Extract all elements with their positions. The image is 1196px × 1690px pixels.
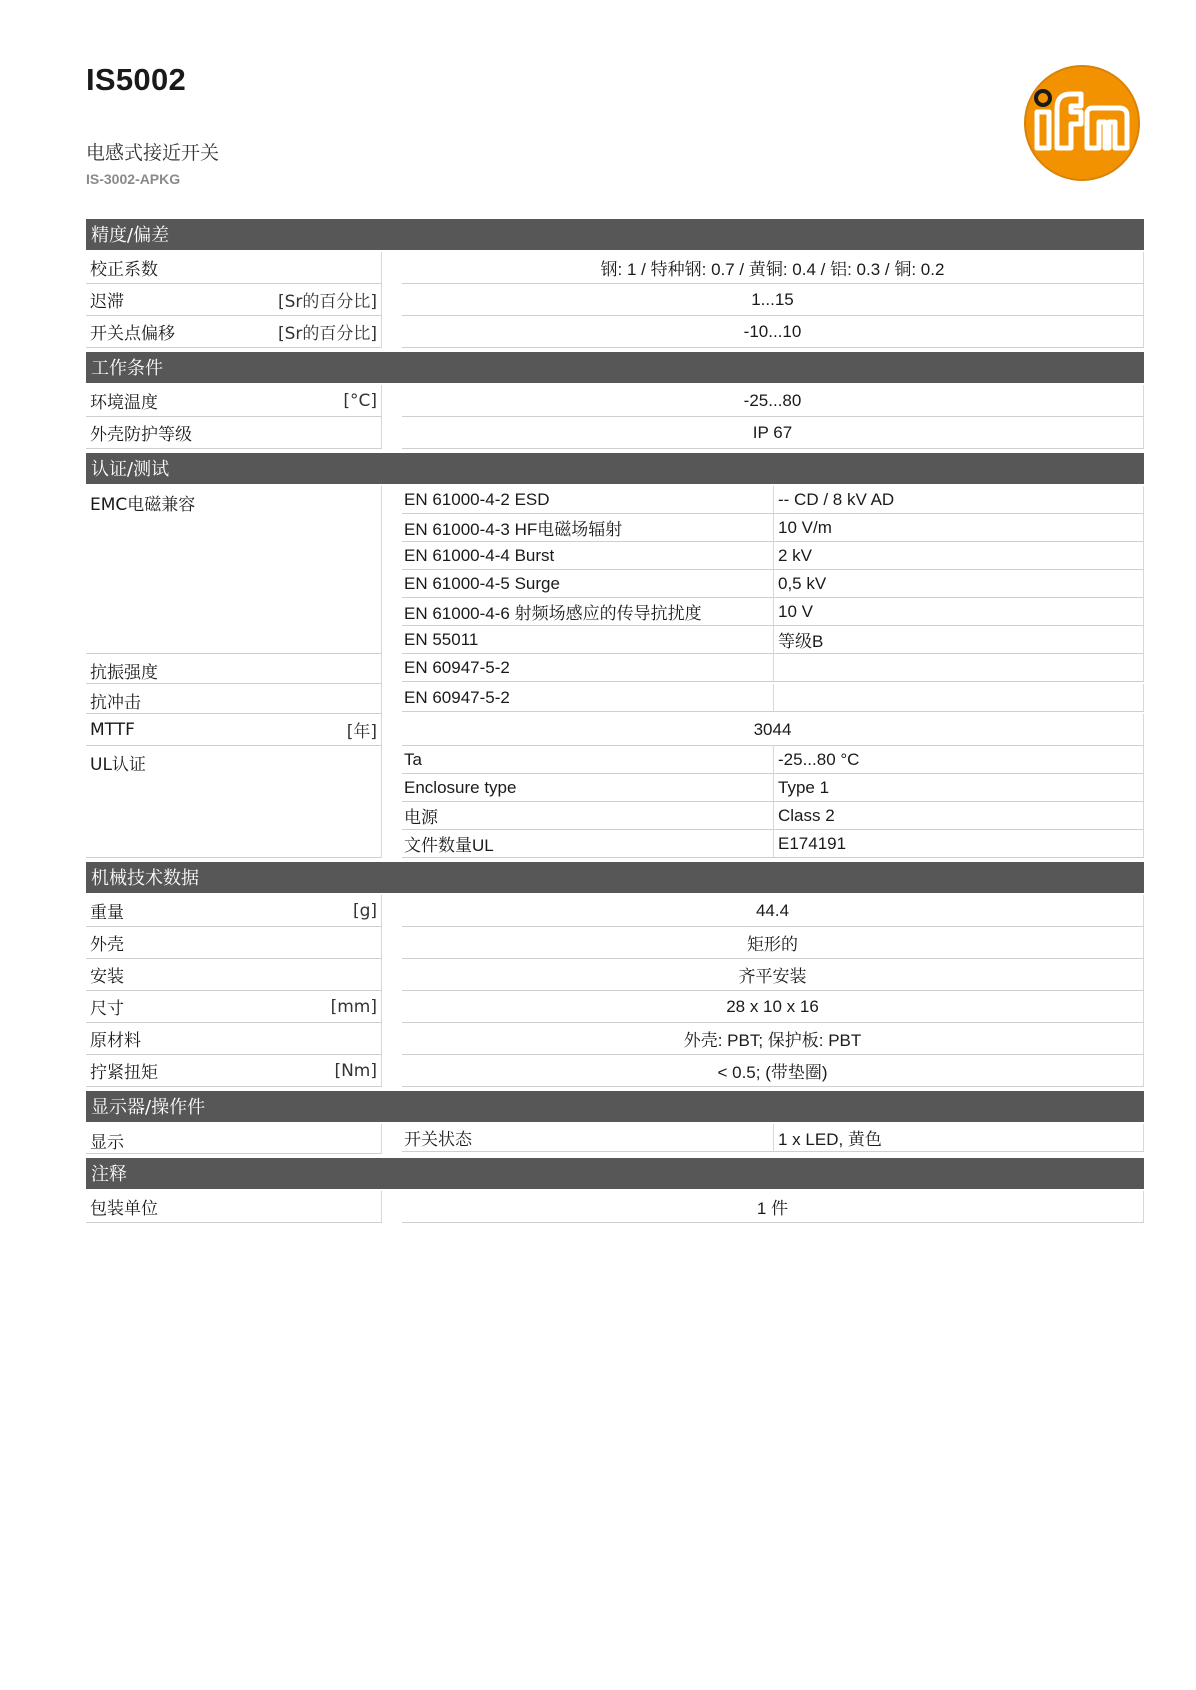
sub-row	[402, 830, 1144, 858]
spec-label: UL认证	[90, 755, 146, 775]
sub-key: EN 61000-4-2 ESD	[402, 486, 774, 514]
spec-unit: [Sr的百分比]	[277, 324, 377, 344]
spec-row	[86, 252, 1144, 284]
sub-value: -25...80 °C	[774, 746, 1144, 774]
sub-key: 开关状态	[402, 1124, 774, 1152]
sub-value: E174191	[774, 830, 1144, 858]
spec-value: 外壳: PBT; 保护板: PBT	[402, 1023, 1144, 1055]
section-accuracy	[86, 219, 1144, 348]
spec-row	[86, 959, 1144, 991]
sub-key: EN 61000-4-4 Burst	[402, 542, 774, 570]
display-row	[86, 1124, 1144, 1154]
spec-row	[86, 1191, 1144, 1223]
sub-key: EN 55011	[402, 626, 774, 654]
section-header: 注释	[86, 1158, 1144, 1189]
sub-value: 10 V/m	[774, 514, 1144, 542]
section-header: 工作条件	[86, 352, 1144, 383]
spec-value: IP 67	[402, 417, 1144, 449]
ifm-logo	[1023, 64, 1141, 182]
spec-label: 原材料	[90, 1031, 141, 1051]
sub-value: Class 2	[774, 802, 1144, 830]
spec-label: 尺寸	[90, 999, 124, 1019]
sub-value: 等级B	[774, 626, 1144, 654]
sub-key: EN 60947-5-2	[402, 654, 774, 682]
sub-row	[402, 570, 1144, 598]
spec-label: 迟滞	[90, 292, 124, 312]
spec-label: 显示	[90, 1133, 124, 1153]
sub-row	[402, 802, 1144, 830]
section-mechanical	[86, 862, 1144, 1087]
spec-value: < 0.5; (带垫圈)	[402, 1055, 1144, 1087]
spec-label: 抗冲击	[90, 693, 141, 713]
spec-row	[86, 316, 1144, 348]
sub-value	[774, 684, 1144, 712]
sub-value: 2 kV	[774, 542, 1144, 570]
spec-label: 抗振强度	[90, 663, 158, 683]
spec-value: -10...10	[402, 316, 1144, 348]
sub-key: EN 61000-4-6 射频场感应的传导抗扰度	[402, 598, 774, 626]
spec-row	[86, 385, 1144, 417]
ul-group	[86, 746, 1144, 858]
spec-unit: [°C]	[343, 390, 377, 411]
sub-key: EN 60947-5-2	[402, 684, 774, 712]
spec-row	[86, 895, 1144, 927]
spec-value: 1 件	[402, 1191, 1144, 1223]
sub-row	[402, 746, 1144, 774]
section-header: 精度/偏差	[86, 219, 1144, 250]
section-header: 机械技术数据	[86, 862, 1144, 893]
section-display	[86, 1091, 1144, 1154]
sub-key: Ta	[402, 746, 774, 774]
sub-key: 文件数量UL	[402, 830, 774, 858]
article-code: IS-3002-APKG	[86, 171, 181, 187]
sub-row	[402, 626, 1144, 654]
spec-row	[86, 284, 1144, 316]
spec-value: -25...80	[402, 385, 1144, 417]
section-approvals	[86, 453, 1144, 858]
spec-value: 钢: 1 / 特种钢: 0.7 / 黄铜: 0.4 / 铝: 0.3 / 铜: 0.2	[402, 252, 1144, 284]
spec-label: 包装单位	[90, 1199, 158, 1219]
spec-label: 环境温度	[90, 393, 158, 413]
sub-value: 1 x LED, 黄色	[774, 1124, 1144, 1152]
mttf-row	[86, 714, 1144, 746]
spec-value: 矩形的	[402, 927, 1144, 959]
spec-value: 28 x 10 x 16	[402, 991, 1144, 1023]
spec-unit: [年]	[346, 722, 377, 742]
sub-key: Enclosure type	[402, 774, 774, 802]
spec-row	[86, 927, 1144, 959]
shock-row	[86, 684, 1144, 714]
spec-unit: [g]	[352, 900, 377, 921]
spec-label: 外壳	[90, 935, 124, 955]
spec-label: 外壳防护等级	[90, 425, 192, 445]
spec-value: 3044	[402, 714, 1144, 746]
spec-label: MTTF	[90, 719, 135, 740]
sub-value: 10 V	[774, 598, 1144, 626]
section-header: 认证/测试	[86, 453, 1144, 484]
section-header: 显示器/操作件	[86, 1091, 1144, 1122]
spec-value: 齐平安装	[402, 959, 1144, 991]
spec-value: 44.4	[402, 895, 1144, 927]
section-remarks	[86, 1158, 1144, 1223]
spec-row	[86, 1023, 1144, 1055]
spec-label: EMC电磁兼容	[90, 495, 196, 515]
spec-label: 拧紧扭矩	[90, 1063, 158, 1083]
sub-row	[402, 486, 1144, 514]
spec-label: 安装	[90, 967, 124, 987]
sub-value	[774, 654, 1144, 682]
spec-label: 校正系数	[90, 260, 158, 280]
spec-row	[86, 417, 1144, 449]
spec-label: 开关点偏移	[90, 324, 175, 344]
emc-group	[86, 486, 1144, 654]
sub-value: 0,5 kV	[774, 570, 1144, 598]
spec-row	[86, 991, 1144, 1023]
sub-value: -- CD / 8 kV AD	[774, 486, 1144, 514]
spec-unit: [Nm]	[334, 1060, 377, 1081]
product-subtitle: 电感式接近开关	[86, 142, 220, 164]
vibration-row	[86, 654, 1144, 684]
sub-key: EN 61000-4-5 Surge	[402, 570, 774, 598]
sub-key: 电源	[402, 802, 774, 830]
product-title: IS5002	[86, 62, 187, 97]
sub-row	[402, 514, 1144, 542]
spec-value: 1...15	[402, 284, 1144, 316]
sub-row	[402, 542, 1144, 570]
sub-row	[402, 774, 1144, 802]
spec-row	[86, 1055, 1144, 1087]
section-operating	[86, 352, 1144, 449]
sub-key: EN 61000-4-3 HF电磁场辐射	[402, 514, 774, 542]
spec-unit: [mm]	[330, 996, 377, 1017]
spec-label: 重量	[90, 903, 124, 923]
sub-row	[402, 598, 1144, 626]
sub-value: Type 1	[774, 774, 1144, 802]
spec-unit: [Sr的百分比]	[277, 292, 377, 312]
datasheet	[86, 219, 1144, 1227]
